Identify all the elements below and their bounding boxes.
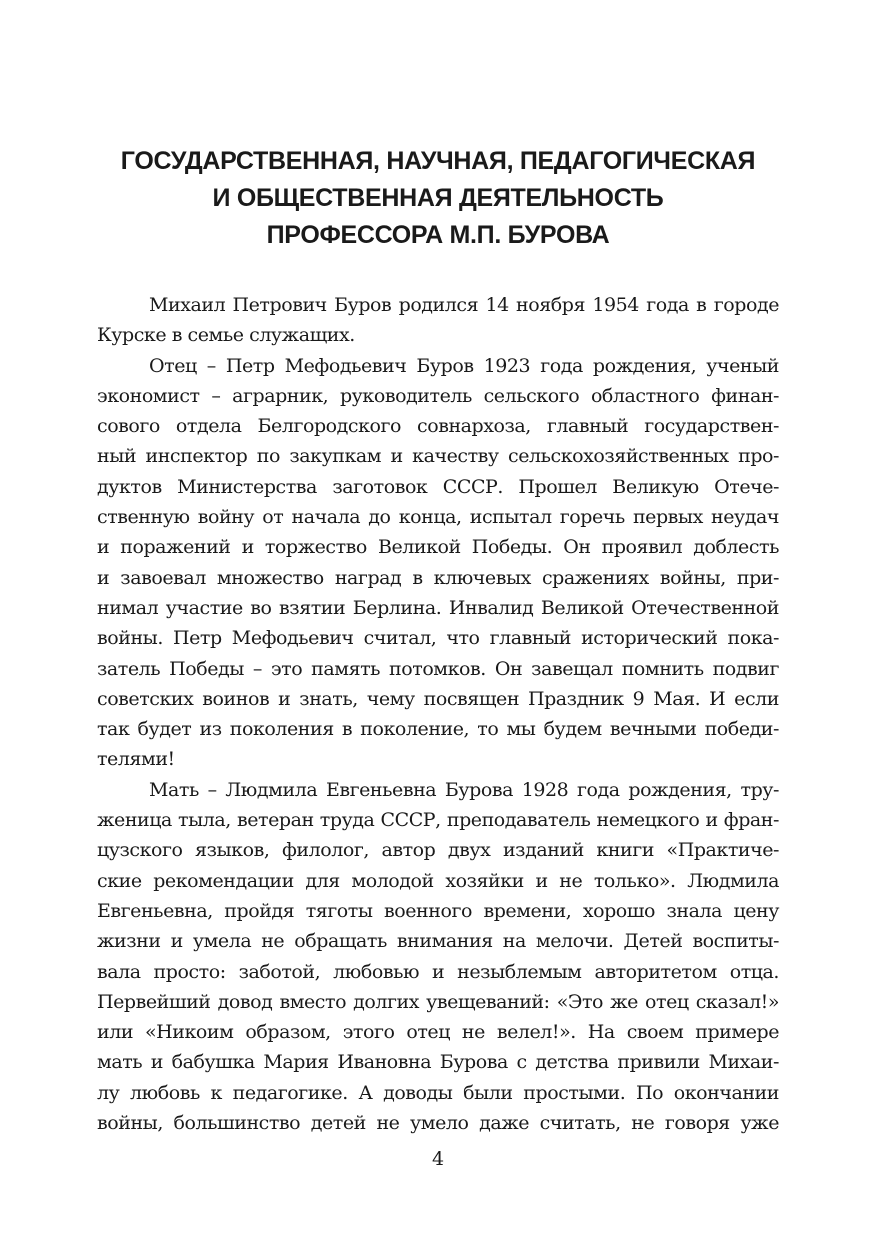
text-line: Евгеньевна, пройдя тяготы военного времени, хорошо знала цену	[97, 899, 779, 922]
title-line-2: И ОБЩЕСТВЕННАЯ ДЕЯТЕЛЬНОСТЬ	[212, 184, 664, 212]
title-line-3: ПРОФЕССОРА М.П. БУРОВА	[266, 221, 610, 249]
text-line: мать и бабушка Мария Ивановна Бурова с детства привили Михаи-	[97, 1051, 779, 1074]
text-line: лу любовь к педагогике. А доводы были простыми. По окончании	[97, 1081, 779, 1104]
text-line: или «Никоим образом, этого отец не велел!». На своем примере	[97, 1021, 779, 1044]
text-line: экономист – аграрник, руководитель сельского областного финан-	[97, 384, 779, 407]
text-line: цузского языков, филолог, автор двух изданий книги «Практиче-	[97, 839, 779, 862]
page-number: 4	[431, 1148, 445, 1170]
text-line: советских воинов и знать, чему посвящен Праздник 9 Мая. И если	[97, 687, 779, 710]
text-line: ские рекомендации для молодой хозяйки и не только». Людмила	[97, 869, 779, 892]
text-line: женица тыла, ветеран труда СССР, преподаватель немецкого и фран-	[97, 809, 779, 832]
text-line: Мать – Людмила Евгеньевна Бурова 1928 года рождения, тру-	[149, 778, 779, 801]
text-line: жизни и умела не обращать внимания на мелочи. Детей воспиты-	[97, 930, 779, 953]
text-line: Первейший довод вместо долгих увещеваний: «Это же отец сказал!»	[97, 990, 779, 1013]
page-title	[60, 143, 816, 254]
text-line: Михаил Петрович Буров родился 14 ноября 1954 года в городе	[149, 294, 779, 316]
text-line: затель Победы – это память потомков. Он завещал помнить подвиг	[97, 657, 779, 680]
text-line: дуктов Министерства заготовок СССР. Прошел Великую Отече-	[97, 475, 779, 498]
body-text	[97, 290, 779, 1138]
text-line: и поражений и торжество Великой Победы. Он проявил доблесть	[97, 536, 779, 559]
title-line-1: ГОСУДАРСТВЕННАЯ, НАУЧНАЯ, ПЕДАГОГИЧЕСКАЯ	[120, 147, 756, 175]
text-line: ственную войну от начала до конца, испытал горечь первых неудач	[97, 506, 779, 529]
text-line: Курске в семье служащих.	[97, 324, 355, 347]
text-line: Отец – Петр Мефодьевич Буров 1923 года рождения, ученый	[149, 354, 779, 377]
text-line: телями!	[97, 748, 175, 771]
text-line: так будет из поколения в поколение, то мы будем вечными победи-	[97, 718, 779, 741]
text-line: войны. Петр Мефодьевич считал, что главный исторический пока-	[97, 627, 779, 650]
text-line: сового отдела Белгородского совнархоза, главный государствен-	[97, 415, 779, 438]
text-line: нимал участие во взятии Берлина. Инвалид Великой Отечественной	[97, 596, 779, 619]
text-line: ный инспектор по закупкам и качеству сельскохозяйственных про-	[97, 445, 779, 468]
text-line: и завоевал множество наград в ключевых сражениях войны, при-	[97, 566, 779, 589]
text-line: вала просто: заботой, любовью и незыблемым авторитетом отца.	[97, 960, 779, 983]
text-line: войны, большинство детей не умело даже считать, не говоря уже	[97, 1112, 779, 1135]
